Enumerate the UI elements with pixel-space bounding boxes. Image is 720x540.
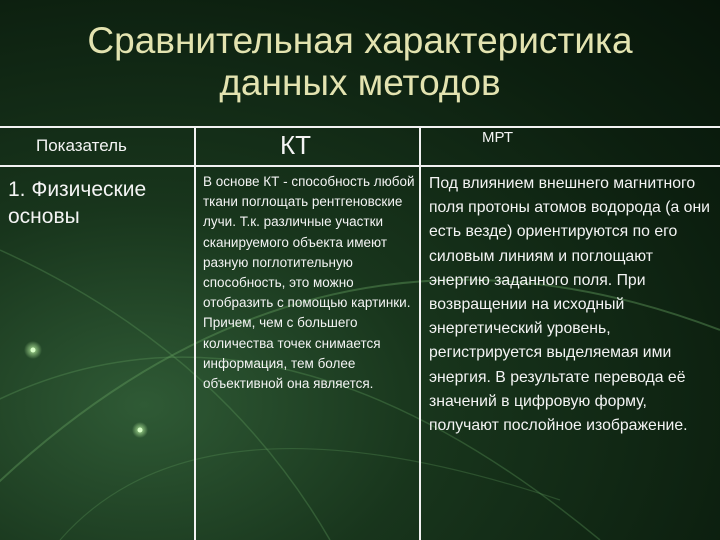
header-mrt: МРТ (482, 129, 513, 146)
comparison-table (0, 126, 720, 540)
cell-kt-description: В основе КТ - способность любой ткани поглощать рентгеновские лучи. Т.к. различные участки сканируемого объекта имеют разную поглотительную способность, это можно отобразить с помощью картинки. Причем, чем с большего количества точек снимается информация, тем более объективной она является. (203, 174, 415, 392)
table-column-divider (419, 126, 421, 540)
slide-title (0, 20, 720, 104)
header-indicator: Показатель (36, 136, 127, 155)
slide-title-line-2: данных методов (219, 62, 501, 103)
header-kt: КТ (280, 130, 312, 160)
table-top-rule (0, 126, 720, 128)
cell-mrt-description: Под влиянием внешнего магнитного поля протоны атомов водорода (а они есть везде) ориентируются по его силовым линиям и поглощают энергию заданного поля. При возвращении на исходный энергетический уровень, регистрируется выделяемая ими энергия. В результате перевода её значений в цифровую форму, получают послойное изображение. (429, 175, 710, 435)
row-label-physical-basis: 1. Физические основы (8, 178, 147, 228)
slide-title-line-1: Сравнительная характеристика (87, 20, 633, 61)
table-header-rule (0, 165, 720, 167)
